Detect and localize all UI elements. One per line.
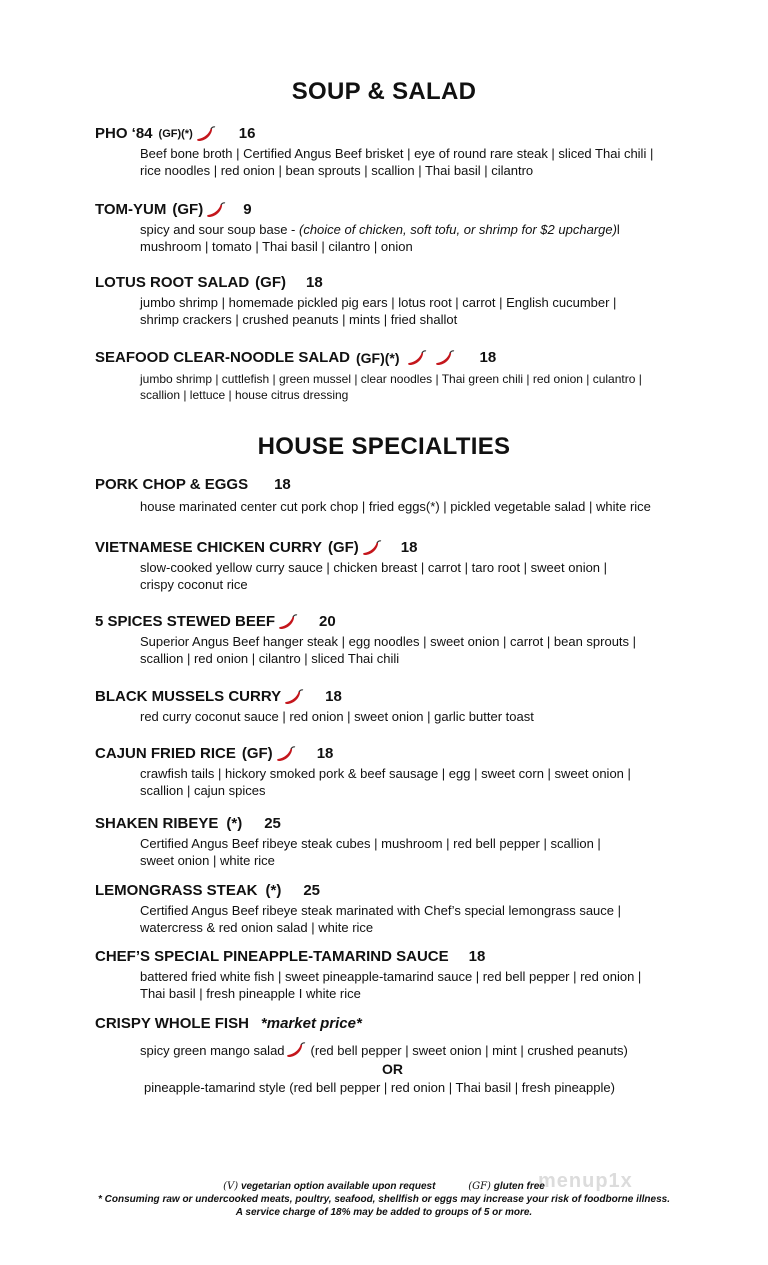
menu-item-lemongrass-steak [95,882,715,936]
menu-item-5-spices-stewed-beef [95,613,715,667]
item-tag: (*) [226,815,243,832]
menu-item-chefs-special-pineapple-tamarind [95,948,715,1002]
fish-option-pineapple-tamarind: pineapple-tamarind style (red bell pepper | red onion | Thai basil | fresh pineapple) [144,1080,615,1095]
chili-pepper-icon [361,539,383,557]
menu-item-pork-chop-eggs [95,476,715,515]
menupix-watermark: menup1x [538,1170,633,1192]
item-description-line-1: battered fried white fish | sweet pineapple-tamarind sauce | red bell pepper | red onion | [140,969,642,984]
item-description-line-1 [140,221,715,238]
item-description-line-2: rice noodles | red onion | bean sprouts | scallion | Thai basil | cilantro [140,163,534,178]
item-description-line-2: shrimp crackers | crushed peanuts | mints | fried shallot [140,312,458,327]
item-name: PHO ‘84 [95,125,153,142]
vegetarian-text: vegetarian option available upon request [240,1181,436,1192]
item-name: TOM-YUM [95,201,167,218]
item-description-line-1: Certified Angus Beef ribeye steak cubes | mushroom | red bell pepper | scallion | [140,836,601,851]
menu-item-cajun-fried-rice [95,745,715,799]
menu-item-pho [95,125,715,179]
item-name: SHAKEN RIBEYE [95,815,219,832]
item-tag: (GF) [255,274,286,291]
item-tag: (GF) [327,539,359,556]
chili-pepper-icon [277,613,299,631]
item-name: CHEF’S SPECIAL PINEAPPLE-TAMARIND SAUCE [95,948,449,965]
item-description-line-2: scallion | lettuce | house citrus dressing [140,388,349,402]
footer-line-service-charge: A service charge of 18% may be added to groups of 5 or more. [235,1207,533,1218]
item-name: LEMONGRASS STEAK [95,882,258,899]
item-price: 18 [325,688,342,705]
item-price: 18 [274,476,291,493]
item-description-line-1: Certified Angus Beef ribeye steak marinated with Chef’s special lemongrass sauce | [140,903,622,918]
item-description-line-1: slow-cooked yellow curry sauce | chicken breast | carrot | taro root | sweet onion | [140,560,608,575]
item-price: 18 [479,349,497,366]
item-tag: (GF) [241,745,273,762]
item-price: 18 [306,274,323,291]
chili-pepper-icon [283,688,305,706]
item-price: 9 [243,201,252,218]
chili-pepper-icon [275,745,297,763]
item-description-line-1: crawfish tails | hickory smoked pork & beef sausage | egg | sweet corn | sweet onion | [140,766,631,781]
item-price: 25 [264,815,281,832]
or-separator: OR [382,1061,403,1077]
menu-item-lotus-root-salad [95,274,715,328]
item-name: BLACK MUSSELS CURRY [95,688,282,705]
item-price: 16 [238,125,256,142]
description-choice-note: (choice of chicken, soft tofu, or shrimp for $2 upcharge) [298,222,617,237]
menu-item-black-mussels-curry [95,688,715,725]
chili-pepper-icon [406,349,428,367]
menu-item-vietnamese-chicken-curry [95,539,715,593]
item-description-line-2: mushroom | tomato | Thai basil | cilantro | onion [140,239,413,254]
item-name: LOTUS ROOT SALAD [95,274,250,291]
item-tag: (*) [265,882,282,899]
item-price: 18 [468,948,486,965]
item-description-line-1: Superior Angus Beef hanger steak | egg noodles | sweet onion | carrot | bean sprouts | [140,634,637,649]
gluten-free-text: gluten free [493,1181,545,1192]
item-price: 18 [400,539,418,556]
menu-item-seafood-clear-noodle-salad [95,349,715,403]
section-title-house-specialties: HOUSE SPECIALTIES [257,433,511,460]
item-name: PORK CHOP & EGGS [95,476,249,493]
item-name: CAJUN FRIED RICE [95,745,236,762]
section-title-soup-salad: SOUP & SALAD [291,78,477,105]
item-name: 5 SPICES STEWED BEEF [95,613,276,630]
item-description-line-2: crispy coconut rice [140,577,248,592]
item-tag: (GF) [172,201,204,218]
option-details: (red bell pepper | sweet onion | mint | crushed peanuts) [310,1042,628,1058]
description-text: spicy and sour soup base - [140,222,299,237]
item-description-line-1: red curry coconut sauce | red onion | sweet onion | garlic butter toast [140,709,534,724]
footer-notes [0,1180,768,1219]
item-price: 25 [303,882,321,899]
chili-pepper-icon [285,1041,307,1059]
item-name: SEAFOOD CLEAR-NOODLE SALAD [95,349,350,366]
vegetarian-symbol: (V) [223,1181,239,1192]
menu-item-crispy-whole-fish [95,1015,715,1096]
description-separator: l [616,222,620,237]
item-price: 20 [319,613,336,630]
item-tag: (GF)(*) [356,350,400,366]
item-description-line-2: scallion | red onion | cilantro | sliced Thai chili [140,651,400,666]
gluten-free-symbol: (GF) [468,1181,491,1192]
menu-item-shaken-ribeye [95,815,715,869]
chili-pepper-icon [205,201,227,219]
item-description-line-1: house marinated center cut pork chop | fried eggs(*) | pickled vegetable salad | white rice [140,499,651,514]
item-description-line-1: jumbo shrimp | cuttlefish | green mussel | clear noodles | Thai green chili | red onion | culantro | [140,372,642,386]
fish-option-mango-salad [140,1041,715,1059]
item-description-line-2: watercress & red onion salad | white rice [140,920,374,935]
footer-line-legend [0,1180,768,1193]
item-name: VIETNAMESE CHICKEN CURRY [95,539,322,556]
footer-line-foodborne-warning: * Consuming raw or undercooked meats, poultry, seafood, shellfish or eggs may increase your risk of foodborne illness. [98,1194,670,1205]
item-description-line-1: jumbo shrimp | homemade pickled pig ears | lotus root | carrot | English cucumber | [140,295,617,310]
item-tag: (GF)(*) [158,128,193,140]
item-name: CRISPY WHOLE FISH [95,1015,249,1032]
item-description-line-2: scallion | cajun spices [140,783,266,798]
chili-pepper-icon [195,125,217,143]
item-description-line-1: Beef bone broth | Certified Angus Beef brisket | eye of round rare steak | sliced Thai chili | [140,146,654,161]
menu-item-tom-yum [95,201,715,255]
option-name: spicy green mango salad [140,1042,285,1058]
item-price: 18 [316,745,334,762]
item-description-line-2: sweet onion | white rice [140,853,275,868]
chili-pepper-icon [434,349,456,367]
market-price-note: *market price* [260,1015,362,1032]
item-description-line-2: Thai basil | fresh pineapple I white rice [140,986,361,1001]
